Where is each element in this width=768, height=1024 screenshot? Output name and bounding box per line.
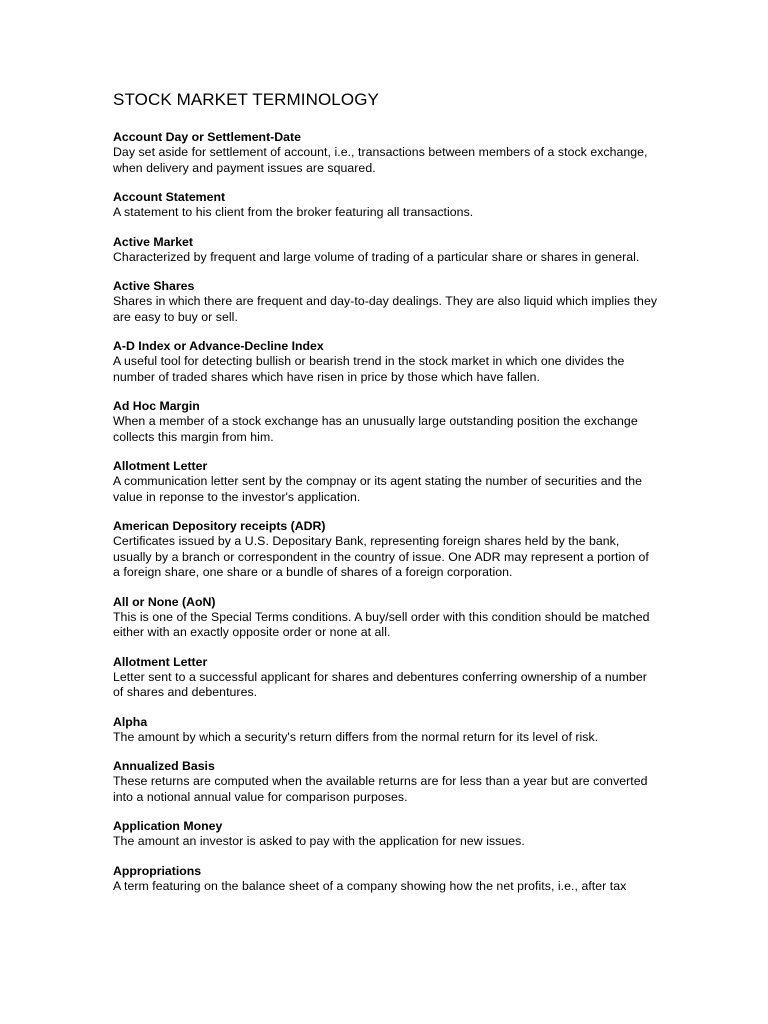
entry-definition: A useful tool for detecting bullish or bearish trend in the stock market in which one divides the number of traded shares which have risen in price by those which have fallen. — [113, 354, 625, 384]
entry-term: Allotment Letter — [113, 654, 208, 669]
entry-definition: Certificates issued by a U.S. Depositary Bank, representing foreign shares held by the bank, usually by a branch or correspondent in the country of issue. One ADR may represent a portion of a foreign share, one share or a bundle of shares of a foreign corporation. — [113, 534, 649, 579]
entry-definition: These returns are computed when the available returns are for less than a year but are converted into a notional annual value for comparison purposes. — [113, 774, 648, 804]
glossary-entry — [113, 819, 658, 850]
entry-term: All or None (AoN) — [113, 594, 216, 609]
glossary-entry — [113, 130, 658, 176]
entry-term: Application Money — [113, 819, 223, 833]
glossary-entry — [113, 655, 658, 701]
entry-definition: Shares in which there are frequent and day-to-day dealings. They are also liquid which implies they are easy to buy or sell. — [113, 294, 658, 324]
glossary-entry — [113, 595, 658, 641]
entry-term: Account Statement — [113, 190, 226, 204]
glossary-entry — [113, 339, 658, 385]
entry-term: Account Day or Settlement-Date — [113, 130, 301, 144]
entry-term: A-D Index or Advance-Decline Index — [113, 339, 324, 353]
entry-term: Active Shares — [113, 279, 195, 293]
glossary-entry — [113, 715, 658, 746]
entry-definition: Characterized by frequent and large volume of trading of a particular share or shares in general. — [113, 249, 640, 264]
entry-definition: A term featuring on the balance sheet of a company showing how the net profits, i.e., after tax — [113, 878, 627, 893]
entry-term: Appropriations — [113, 863, 202, 878]
entry-term: Allotment Letter — [113, 459, 208, 473]
entry-definition: The amount by which a security's return differs from the normal return for its level of risk. — [113, 729, 599, 744]
entry-definition: When a member of a stock exchange has an unusually large outstanding position the exchange collects this margin from him. — [113, 414, 638, 444]
glossary-entry — [113, 759, 658, 805]
entry-term: American Depository receipts (ADR) — [113, 519, 326, 533]
document-title: STOCK MARKET TERMINOLOGY — [113, 90, 379, 109]
entry-term: Ad Hoc Margin — [113, 399, 200, 413]
entry-term: Active Market — [113, 234, 193, 249]
entry-definition: Day set aside for settlement of account, i.e., transactions between members of a stock exchange, when delivery and payment issues are squared. — [113, 145, 648, 175]
glossary-entry — [113, 864, 658, 895]
glossary-entry — [113, 235, 658, 266]
entry-term: Annualized Basis — [113, 759, 215, 773]
glossary-entry — [113, 279, 658, 325]
glossary-entry — [113, 190, 658, 221]
glossary-entry — [113, 459, 658, 505]
glossary-entry — [113, 399, 658, 445]
glossary-entry — [113, 519, 658, 581]
entry-term: Alpha — [113, 714, 148, 729]
entry-definition: This is one of the Special Terms conditions. A buy/sell order with this condition should be matched either with an exactly opposite order or none at all. — [113, 609, 650, 639]
document-page — [113, 90, 658, 908]
entry-definition: A communication letter sent by the compnay or its agent stating the number of securities and the value in reponse to the investor's application. — [113, 474, 643, 504]
entry-definition: Letter sent to a successful applicant for shares and debentures conferring ownership of a number of shares and debentures. — [113, 669, 647, 699]
entry-definition: A statement to his client from the broker featuring all transactions. — [113, 205, 474, 219]
entry-definition: The amount an investor is asked to pay with the application for new issues. — [113, 834, 525, 848]
